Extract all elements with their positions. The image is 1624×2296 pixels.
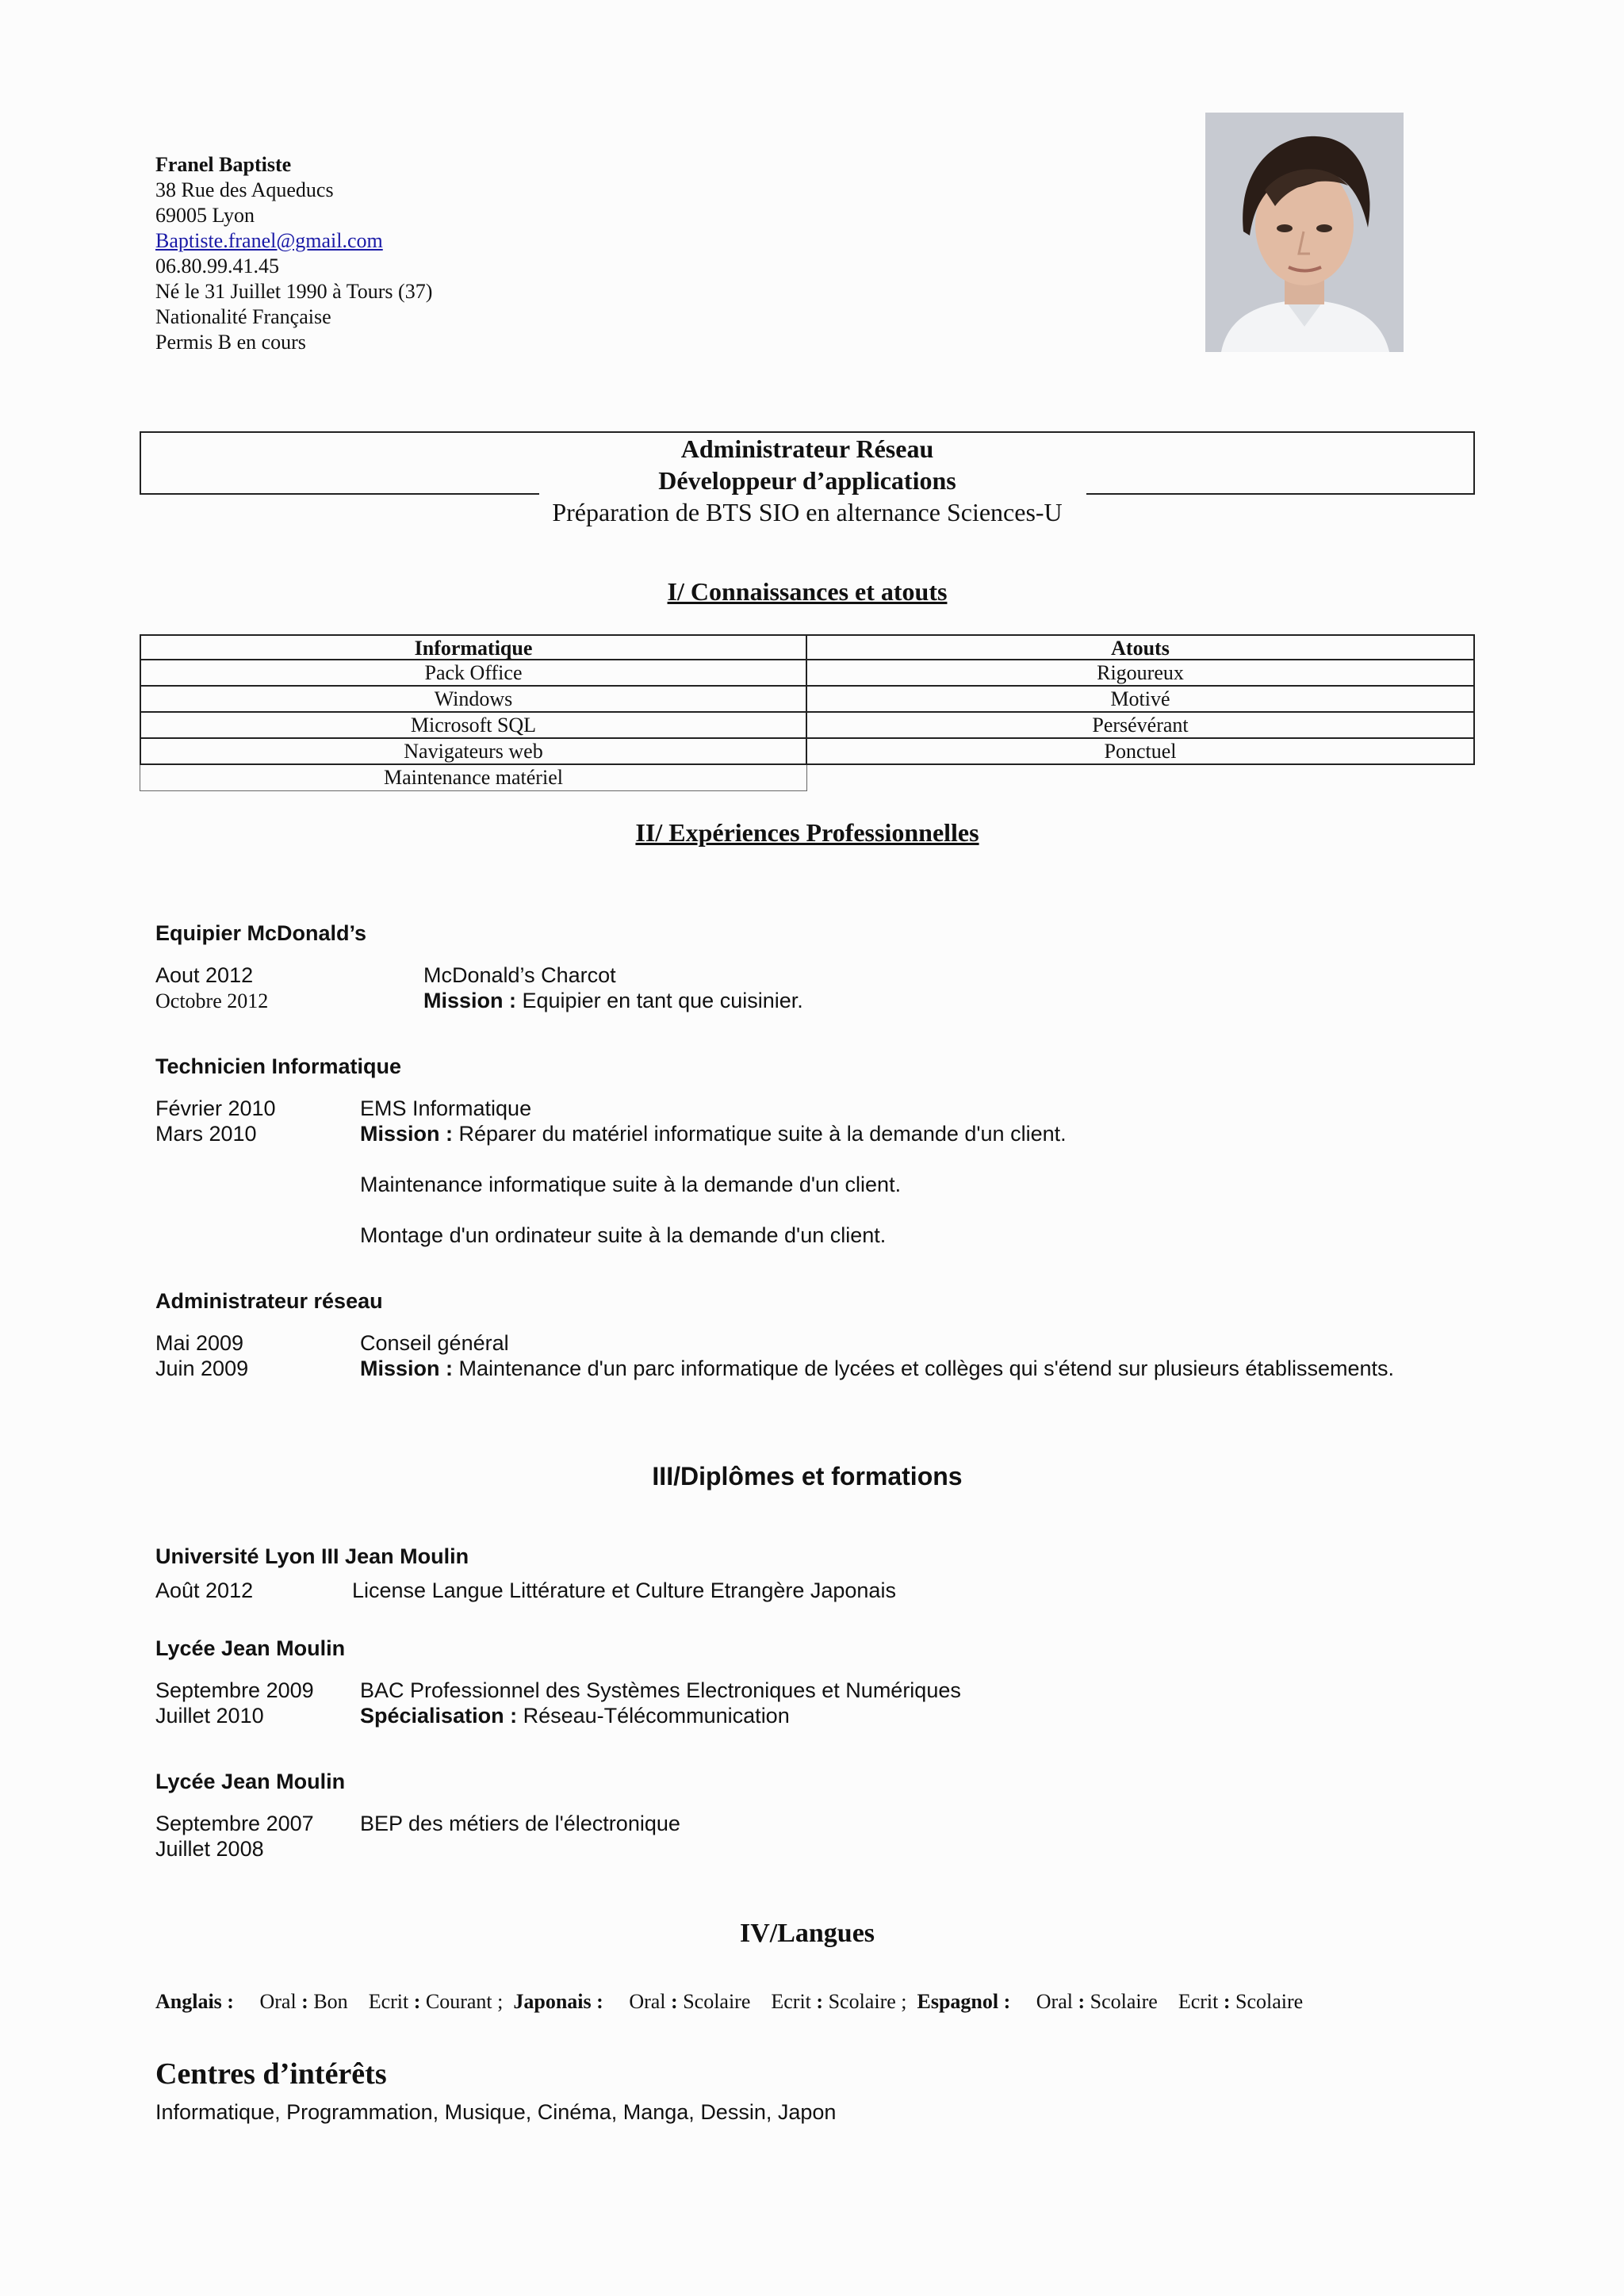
section-3-heading: III/Diplômes et formations	[652, 1462, 963, 1490]
lang-japanese-label: Japonais :	[513, 1990, 603, 2013]
job-title-1: Administrateur Réseau	[680, 434, 934, 463]
table-cell: Pack Office	[140, 660, 807, 687]
school-name: Lycée Jean Moulin	[155, 1770, 346, 1793]
job-start-date: Mai 2009	[155, 1331, 244, 1355]
lang-spanish-oral: Scolaire	[1090, 1990, 1158, 2013]
profile-photo	[1205, 113, 1404, 352]
table-cell: Rigoureux	[807, 660, 1475, 687]
diploma-end-date: Juillet 2008	[155, 1837, 264, 1861]
job-employer: EMS Informatique	[360, 1096, 532, 1120]
table-cell-empty	[807, 765, 1475, 791]
specialization-text: Réseau-Télécommunication	[517, 1704, 790, 1728]
lang-spanish-written: Scolaire	[1235, 1990, 1304, 2013]
colon: :	[301, 1990, 308, 2013]
job-title-2: Développeur d’applications	[658, 466, 956, 495]
colon: :	[413, 1990, 421, 2013]
mission-label: Mission :	[423, 989, 517, 1012]
job-title: Administrateur réseau	[155, 1289, 383, 1313]
job-mission	[423, 988, 803, 1013]
interests-heading: Centres d’intérêts	[155, 2057, 387, 2091]
colon: :	[671, 1990, 678, 2013]
table-header-informatique: Informatique	[140, 634, 807, 660]
lang-spanish-written-label: Ecrit	[1178, 1990, 1219, 2013]
mission-text: Maintenance d'un parc informatique de lycées et collèges qui s'étend sur plusieurs établissements.	[453, 1357, 1394, 1380]
job-task: Maintenance informatique suite à la demande d'un client.	[360, 1173, 902, 1196]
colon: :	[1078, 1990, 1086, 2013]
lang-spanish-label: Espagnol :	[917, 1990, 1011, 2013]
table-row	[140, 765, 1475, 791]
lang-spanish-oral-label: Oral	[1036, 1990, 1073, 2013]
table-row	[140, 660, 1475, 687]
job-end-date: Mars 2010	[155, 1122, 257, 1146]
table-cell: Ponctuel	[807, 739, 1475, 765]
diploma-date: Août 2012	[155, 1578, 254, 1602]
section-2-heading: II/ Expériences Professionnelles	[635, 818, 979, 847]
school-name: Université Lyon III Jean Moulin	[155, 1544, 469, 1568]
specialization-label: Spécialisation :	[360, 1704, 518, 1728]
city: 69005 Lyon	[155, 204, 255, 227]
lang-english-oral: Bon	[313, 1990, 348, 2013]
colon: :	[1223, 1990, 1231, 2013]
section-4-heading: IV/Langues	[739, 1919, 875, 1948]
table-row	[140, 713, 1475, 739]
table-header-atouts: Atouts	[807, 634, 1475, 660]
job-start-date: Février 2010	[155, 1096, 276, 1120]
job-mission	[360, 1121, 1067, 1146]
table-row	[140, 634, 1475, 660]
table-row	[140, 739, 1475, 765]
interests-text: Informatique, Programmation, Musique, Cinéma, Manga, Dessin, Japon	[155, 2100, 837, 2124]
diploma-title: BAC Professionnel des Systèmes Electroniques et Numériques	[360, 1678, 961, 1702]
lang-japanese-oral: Scolaire	[683, 1990, 751, 2013]
table-cell: Navigateurs web	[140, 739, 807, 765]
lang-english-label: Anglais :	[155, 1990, 234, 2013]
languages-line	[155, 1990, 1303, 2014]
job-employer: Conseil général	[360, 1331, 509, 1355]
mission-text: Equipier en tant que cuisinier.	[516, 989, 803, 1012]
driving-license: Permis B en cours	[155, 331, 306, 354]
job-start-date: Aout 2012	[155, 963, 254, 987]
diploma-start-date: Septembre 2007	[155, 1812, 314, 1835]
job-task: Montage d'un ordinateur suite à la demande d'un client.	[360, 1223, 887, 1247]
diploma-title: BEP des métiers de l'électronique	[360, 1812, 680, 1835]
skills-table	[140, 634, 1475, 791]
table-row	[140, 687, 1475, 713]
table-cell: Windows	[140, 687, 807, 713]
job-end-date: Juin 2009	[155, 1357, 249, 1380]
job-employer: McDonald’s Charcot	[423, 963, 616, 987]
mission-label: Mission :	[360, 1122, 454, 1146]
section-1-heading: I/ Connaissances et atouts	[667, 577, 948, 606]
colon: :	[816, 1990, 824, 2013]
lang-japanese-oral-label: Oral	[629, 1990, 666, 2013]
diploma-end-date: Juillet 2010	[155, 1704, 264, 1728]
lang-japanese-written-label: Ecrit	[771, 1990, 811, 2013]
table-cell: Motivé	[807, 687, 1475, 713]
mission-text: Réparer du matériel informatique suite à la demande d'un client.	[453, 1122, 1067, 1146]
table-cell: Persévérant	[807, 713, 1475, 739]
mission-label: Mission :	[360, 1357, 454, 1380]
lang-japanese-written: Scolaire ;	[828, 1990, 907, 2013]
lang-english-written: Courant ;	[425, 1990, 504, 2013]
diploma-title: License Langue Littérature et Culture Etrangère Japonais	[352, 1578, 896, 1602]
contact-block	[155, 152, 432, 355]
job-title: Technicien Informatique	[155, 1054, 402, 1078]
job-end-date: Octobre 2012	[155, 989, 269, 1012]
lang-english-oral-label: Oral	[259, 1990, 297, 2013]
lang-english-written-label: Ecrit	[368, 1990, 409, 2013]
table-cell: Microsoft SQL	[140, 713, 807, 739]
candidate-name: Franel Baptiste	[155, 153, 292, 176]
phone-number: 06.80.99.41.45	[155, 254, 279, 277]
diploma-specialization	[360, 1703, 790, 1728]
diploma-start-date: Septembre 2009	[155, 1678, 314, 1702]
job-mission	[360, 1356, 1394, 1381]
table-cell: Maintenance matériel	[140, 765, 807, 791]
birth-info: Né le 31 Juillet 1990 à Tours (37)	[155, 280, 433, 303]
email-link[interactable]: Baptiste.franel@gmail.com	[155, 229, 383, 252]
school-name: Lycée Jean Moulin	[155, 1636, 346, 1660]
job-title: Equipier McDonald’s	[155, 921, 367, 945]
nationality: Nationalité Française	[155, 305, 331, 328]
street-address: 38 Rue des Aqueducs	[155, 178, 334, 201]
training-subtitle: Préparation de BTS SIO en alternance Sciences-U	[552, 498, 1063, 526]
